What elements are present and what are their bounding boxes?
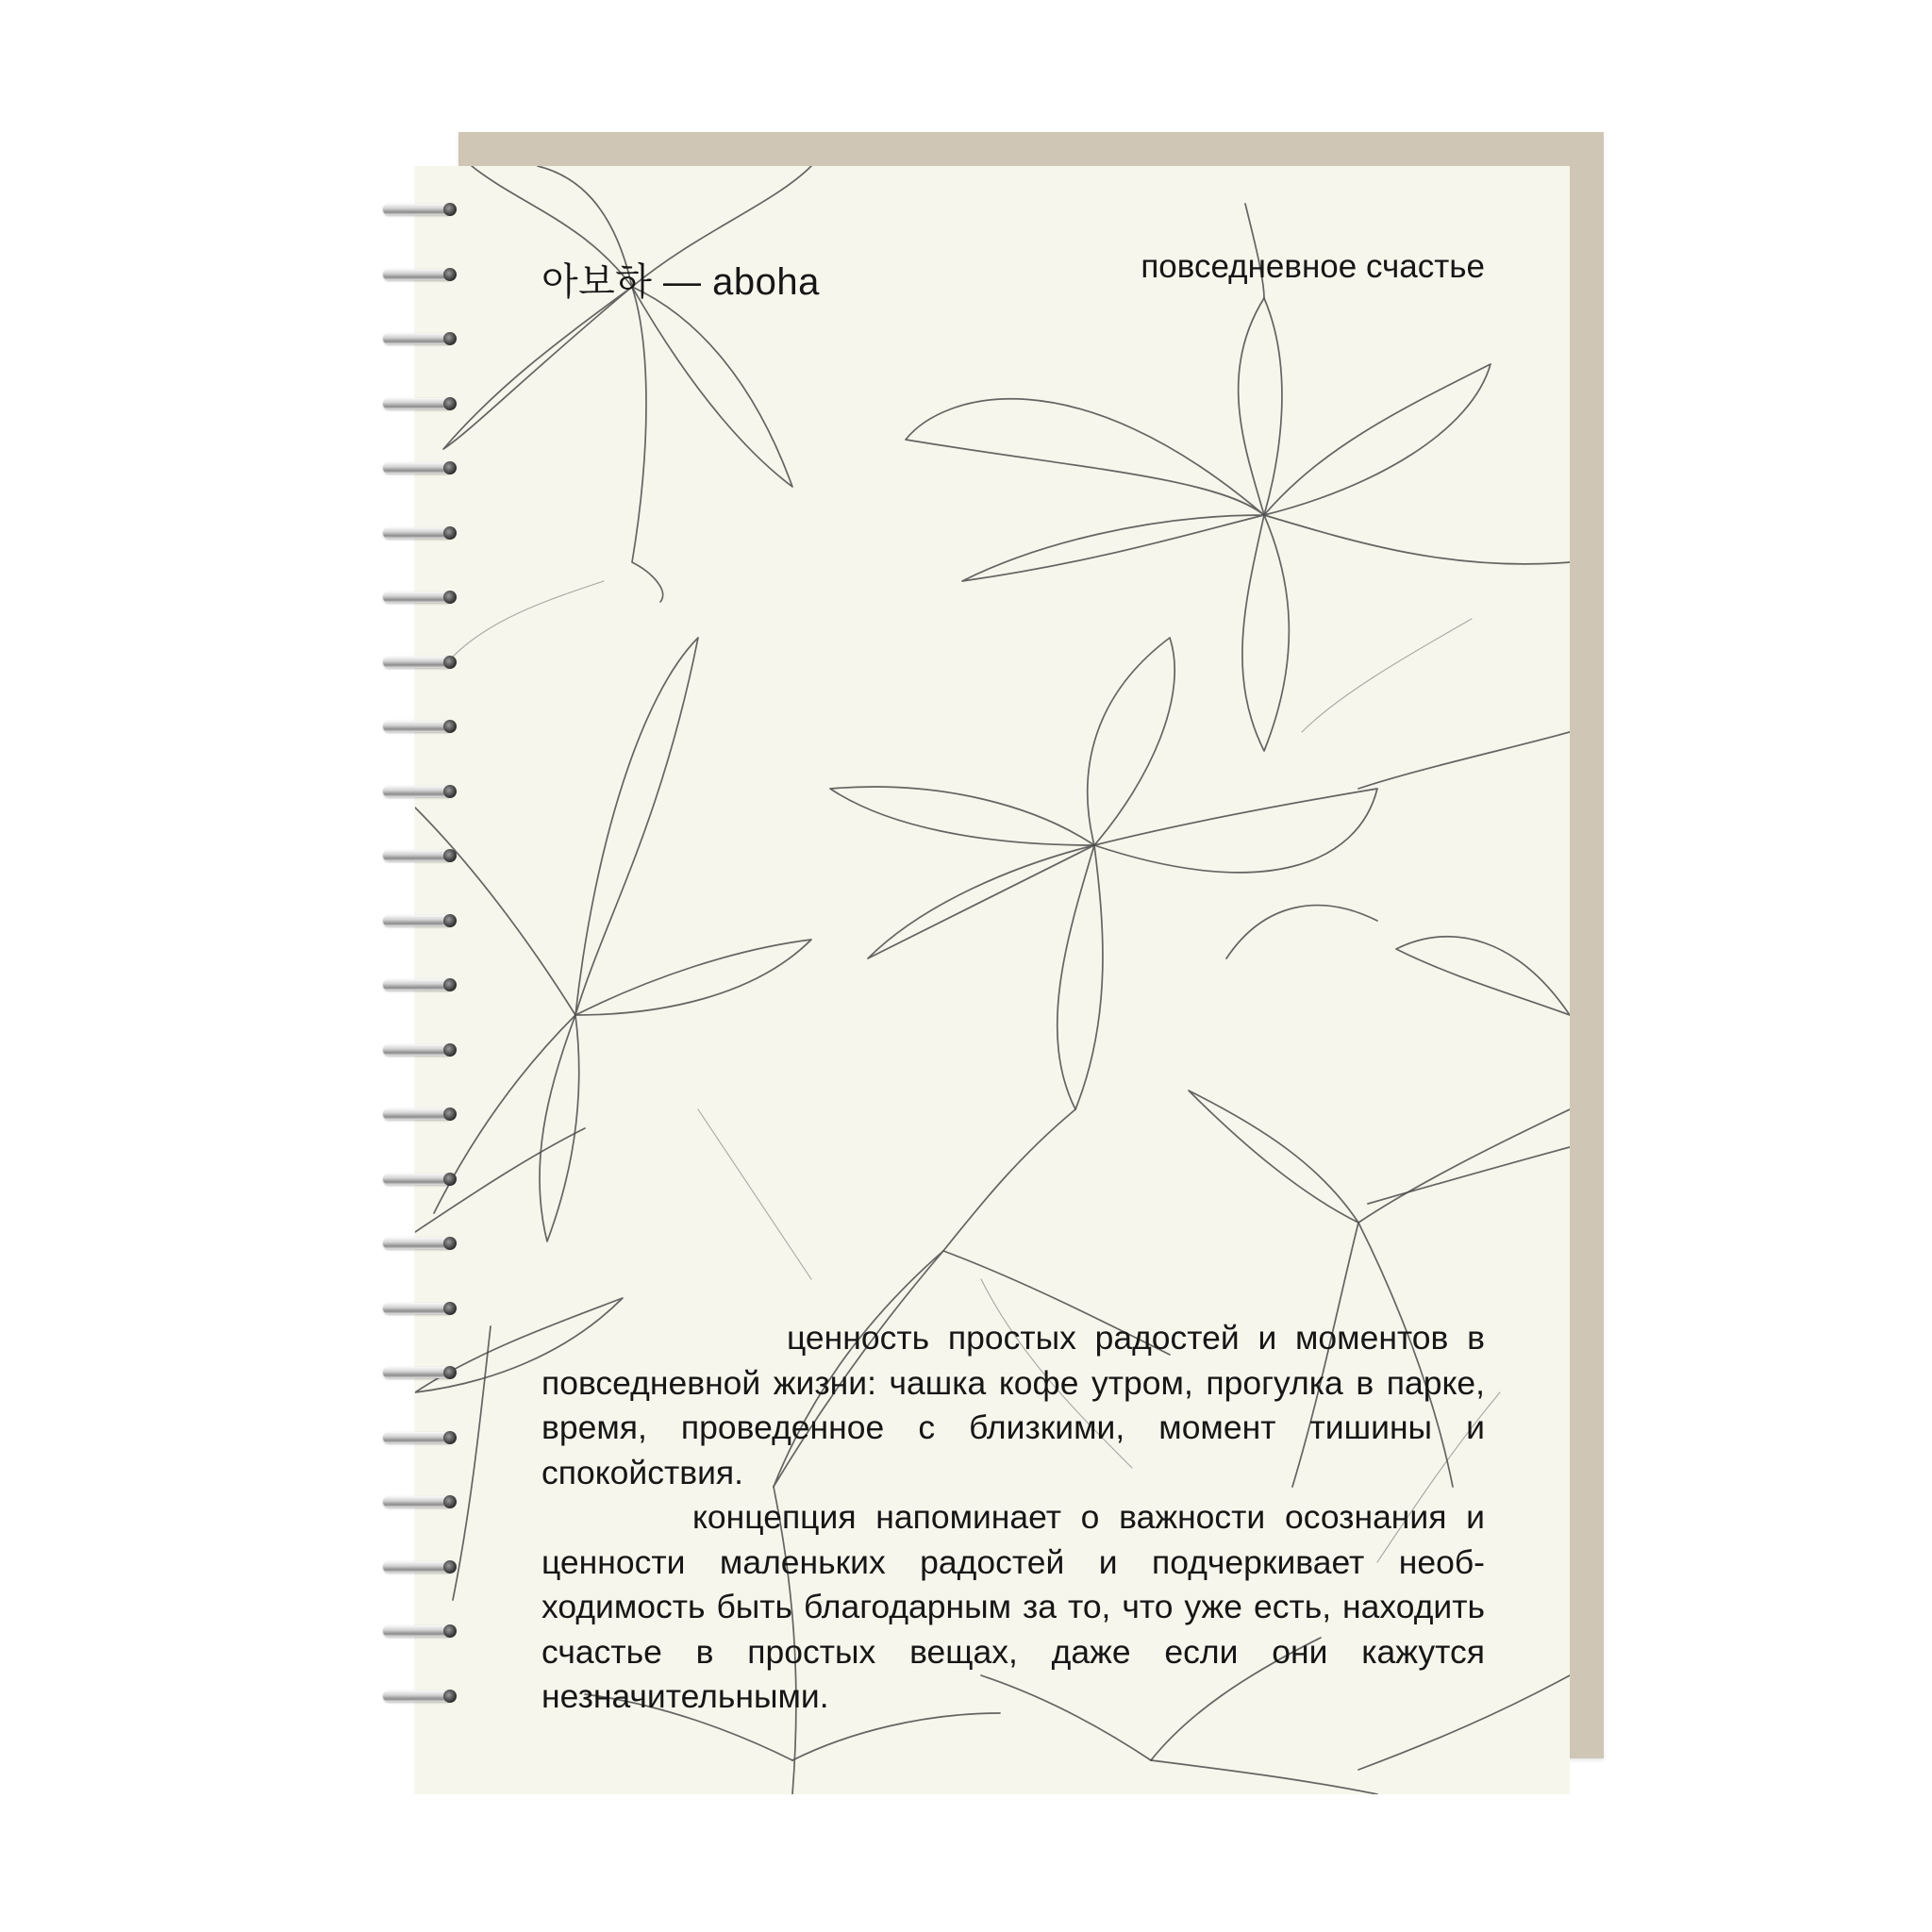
spiral-coil bbox=[377, 327, 462, 352]
cover-subtitle: повседневное счастье bbox=[1141, 248, 1485, 285]
brand-title: 아보하 — aboha bbox=[541, 261, 820, 303]
spiral-coil bbox=[377, 1491, 462, 1515]
spiral-coil bbox=[377, 1168, 462, 1192]
description-paragraph-1: ценность простых радостей и моментов в повседневной жизни: чашка кофе утром, прогулка в парке, время, проведенное с близкими, момент тишины и спокойствия. bbox=[541, 1319, 1485, 1491]
spiral-coil bbox=[377, 1103, 462, 1127]
spiral-coil bbox=[377, 1039, 462, 1063]
spiral-coil bbox=[377, 1361, 462, 1386]
cover-description bbox=[541, 1316, 1485, 1720]
spiral-coil bbox=[377, 909, 462, 934]
spiral-coil bbox=[377, 263, 462, 288]
spiral-coil bbox=[377, 974, 462, 998]
spiral-coil bbox=[377, 1556, 462, 1580]
spiral-coil bbox=[377, 392, 462, 417]
spiral-coil bbox=[377, 457, 462, 481]
spiral-coil bbox=[377, 1426, 462, 1451]
spiral-coil bbox=[377, 1620, 462, 1644]
spiral-coil bbox=[377, 1685, 462, 1709]
spiral-coil bbox=[377, 586, 462, 610]
spiral-coil bbox=[377, 780, 462, 805]
spiral-coil bbox=[377, 198, 462, 223]
spiral-coil bbox=[377, 522, 462, 546]
spiral-binding bbox=[377, 198, 472, 1755]
spiral-coil bbox=[377, 1232, 462, 1257]
spiral-coil bbox=[377, 715, 462, 740]
description-paragraph-2: концепция напоминает о важности осознания и ценности маленьких радостей и подчеркивает необходимость быть благодарным за то, что уже есть, находить счастье в простых вещах, даже если они кажутся незначительными. bbox=[541, 1498, 1485, 1715]
spiral-coil bbox=[377, 844, 462, 869]
spiral-coil bbox=[377, 651, 462, 675]
spiral-coil bbox=[377, 1297, 462, 1322]
